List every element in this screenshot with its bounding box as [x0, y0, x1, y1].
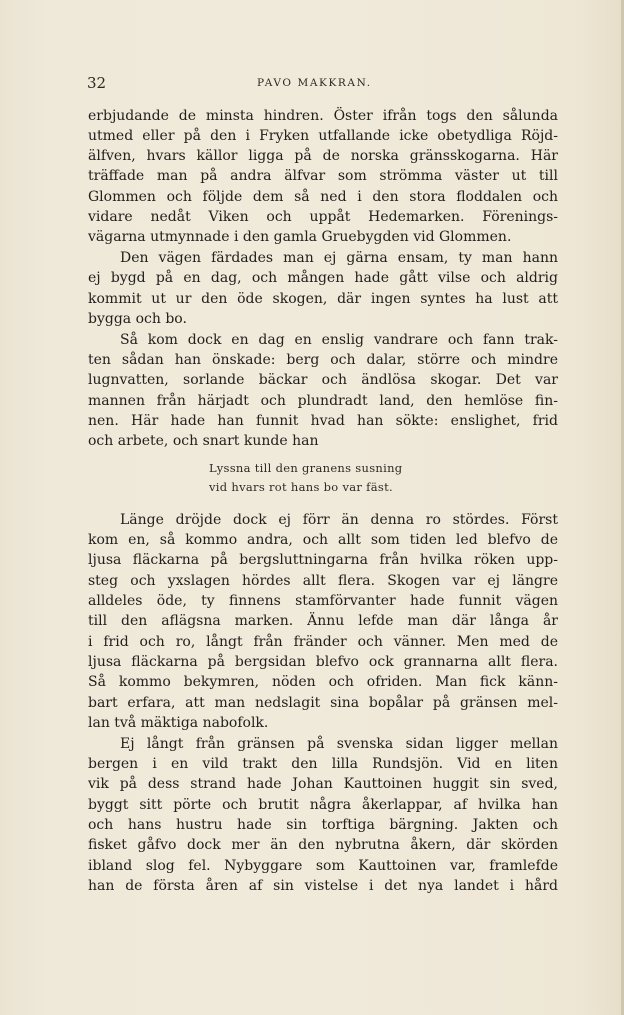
text-line: och arbete, och snart kunde han — [88, 433, 319, 449]
text-line: träffade man på andra älfvar som strömma väster ut till — [88, 168, 558, 184]
text-line: mannen från härjadt och plundradt land, den hemlöse fin- — [88, 393, 558, 409]
page-number: 32 — [87, 74, 107, 92]
text-line: alldeles öde, ty finnens stamförvanter hade funnit vägen — [88, 593, 558, 609]
page-header — [87, 74, 562, 94]
text-line: kommit ut ur den öde skogen, där ingen syntes ha lust att — [88, 291, 558, 307]
text-line: fisket gåfvo dock mer än den nybrutna åkern, där skörden — [88, 837, 558, 853]
text-line: Så kom dock en dag en enslig vandrare och fann trak- — [120, 332, 558, 348]
text-line: Länge dröjde dock ej förr än denna ro stördes. Först — [120, 512, 558, 528]
text-line: bart erfara, att man nedslagit sina bopålar på gränsen mel- — [88, 695, 558, 711]
text-line: Ej långt från gränsen på svenska sidan ligger mellan — [120, 736, 558, 752]
text-line: älfven, hvars källor ligga på de norska gränsskogarna. Här — [88, 148, 558, 164]
text-line: bergen i en vild trakt den lilla Rundsjön. Vid en liten — [88, 756, 558, 772]
verse-line: Lyssna till den granens susning — [209, 461, 403, 475]
text-line: ej bygd på en dag, och mången hade gått vilse och aldrig — [88, 270, 558, 286]
text-line: ljusa fläckarna på bergsluttningarna från hvilka röken upp- — [88, 552, 558, 568]
text-line: bygga och bo. — [88, 311, 187, 327]
text-line: ibland slog fel. Nybyggare som Kauttoinen var, framlefde — [88, 858, 558, 874]
text-line: kom en, så kommo andra, och allt som tiden led blefvo de — [88, 532, 558, 548]
text-line: lan två mäktiga nabofolk. — [88, 715, 269, 731]
text-line: till den aflägsna marken. Ännu lefde man där långa år — [88, 613, 558, 629]
text-line: Så kommo bekymren, nöden och ofriden. Man fick känn- — [88, 674, 558, 690]
text-line: i frid och ro, långt från fränder och vänner. Men med de — [88, 634, 558, 650]
text-line: Glommen och följde dem så ned i den stora floddalen och — [88, 189, 558, 205]
text-line: ten sådan han önskade: berg och dalar, större och mindre — [88, 352, 558, 368]
text-line: och hans hustru hade sin torftiga bärgning. Jakten och — [88, 817, 558, 833]
running-head: PAVO MAKKRAN. — [257, 77, 372, 89]
text-line: ljusa fläckarna på bergsidan blefvo ock grannarna allt flera. — [88, 654, 558, 670]
text-line: vik på dess strand hade Johan Kauttoinen huggit sin sved, — [88, 776, 558, 792]
text-line: han de första åren af sin vistelse i det nya landet i hård — [88, 878, 558, 894]
text-line: erbjudande de minsta hindren. Öster ifrån togs den sålunda — [88, 108, 558, 124]
text-line: Den vägen färdades man ej gärna ensam, ty man hann — [120, 250, 558, 266]
text-line: utmed eller på den i Fryken utfallande icke obetydliga Röjd- — [88, 128, 558, 144]
verse-line: vid hvars rot hans bo var fäst. — [209, 480, 393, 494]
text-line: steg och yxslagen hördes allt flera. Skogen var ej längre — [88, 573, 558, 589]
text-line: nen. Här hade han funnit hvad han sökte: enslighet, frid — [88, 413, 558, 429]
text-line: vidare nedåt Viken och uppåt Hedemarken. Förenings- — [88, 209, 558, 225]
text-line: vägarna utmynnade i den gamla Gruebygden vid Glommen. — [88, 229, 512, 245]
text-line: byggt sitt pörte och brutit några åkerlappar, af hvilka han — [88, 797, 558, 813]
text-line: lugnvatten, sorlande bäckar och ändlösa skogar. Det var — [88, 372, 558, 388]
